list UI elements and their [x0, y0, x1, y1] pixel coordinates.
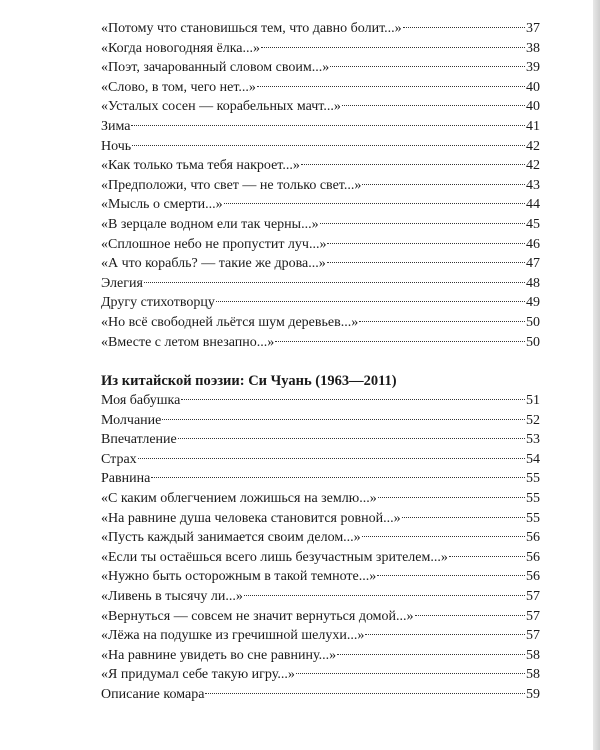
toc-entry[interactable]	[101, 509, 540, 529]
entry-page-number: 56	[526, 530, 540, 546]
toc-section	[101, 371, 540, 705]
toc-entry[interactable]	[101, 391, 540, 411]
page-edge	[593, 0, 600, 750]
entry-title: Страх	[101, 451, 137, 467]
entry-page-number: 40	[526, 99, 540, 115]
toc-entry[interactable]	[101, 626, 540, 646]
entry-title: «В зерцале водном ели так черны...»	[101, 216, 319, 232]
entry-page-number: 39	[526, 60, 540, 76]
entry-title: Равнина	[101, 471, 151, 487]
dot-leader	[362, 184, 525, 185]
dot-leader	[257, 86, 525, 87]
dot-leader	[359, 321, 525, 322]
entry-title: «Поэт, зачарованный словом своим...»	[101, 60, 330, 76]
entry-title: Описание комара	[101, 687, 205, 702]
entry-title: «Сплошное небо не пропустит луч...»	[101, 236, 327, 252]
dot-leader	[327, 243, 525, 244]
section-heading: Из китайской поэзии: Си Чуань (1963—2011)	[101, 373, 397, 390]
entry-title: Ночь	[101, 138, 132, 154]
toc-entry[interactable]	[101, 235, 540, 255]
entry-page-number: 56	[526, 569, 540, 585]
entry-title: «На равнине увидеть во сне равнину...»	[101, 647, 337, 663]
entry-title: Впечатление	[101, 432, 177, 448]
dot-leader	[144, 282, 525, 283]
dot-leader	[205, 693, 525, 694]
entry-page-number: 38	[526, 40, 540, 56]
entry-title: «Потому что становишься тем, что давно болит...»	[101, 21, 402, 36]
entry-title: «Слово, в том, чего нет...»	[101, 79, 256, 95]
table-of-contents	[101, 19, 540, 705]
toc-entry[interactable]	[101, 685, 540, 705]
dot-leader	[275, 341, 525, 342]
toc-entry[interactable]	[101, 195, 540, 215]
toc-entry[interactable]	[101, 607, 540, 627]
dot-leader	[162, 419, 525, 420]
toc-entry[interactable]	[101, 254, 540, 274]
dot-leader	[296, 673, 525, 674]
dot-leader	[362, 536, 525, 537]
entry-page-number: 57	[526, 608, 540, 624]
dot-leader	[415, 615, 525, 616]
entry-page-number: 43	[526, 177, 540, 193]
toc-entry[interactable]	[101, 665, 540, 685]
dot-leader	[342, 105, 525, 106]
entry-title: «Усталых сосен — корабельных мачт...»	[101, 99, 341, 115]
entry-title: Моя бабушка	[101, 393, 181, 409]
entry-title: «На равнине душа человека становится ровной...»	[101, 510, 401, 526]
toc-entry[interactable]	[101, 469, 540, 489]
toc-entry[interactable]	[101, 39, 540, 59]
entry-page-number: 58	[526, 667, 540, 683]
dot-leader	[337, 654, 525, 655]
dot-leader	[216, 301, 525, 302]
entry-page-number: 50	[526, 334, 540, 350]
entry-title: «Мысль о смерти...»	[101, 197, 223, 213]
entry-title: Зима	[101, 118, 131, 134]
toc-entry[interactable]	[101, 450, 540, 470]
entry-page-number: 46	[526, 236, 540, 252]
entry-title: «Нужно быть осторожным в такой темноте...»	[101, 569, 377, 585]
dot-leader	[377, 575, 525, 576]
toc-entry[interactable]	[101, 176, 540, 196]
entry-title: «Ливень в тысячу ли...»	[101, 589, 243, 605]
entry-title: «Предположи, что свет — не только свет...»	[101, 177, 362, 193]
toc-section	[101, 19, 540, 352]
entry-page-number: 52	[526, 412, 540, 428]
entry-title: «Лёжа на подушке из гречишной шелухи...»	[101, 628, 365, 644]
toc-entry[interactable]	[101, 411, 540, 431]
entry-page-number: 55	[526, 491, 540, 507]
toc-entry[interactable]	[101, 19, 540, 39]
toc-entry[interactable]	[101, 274, 540, 294]
entry-page-number: 57	[526, 628, 540, 644]
dot-leader	[131, 125, 525, 126]
entry-title: «А что корабль? — такие же дрова...»	[101, 256, 326, 272]
entry-title: «Я придумал себе такую игру...»	[101, 667, 295, 683]
toc-entry[interactable]	[101, 587, 540, 607]
entry-page-number: 41	[526, 118, 540, 134]
entry-page-number: 55	[526, 510, 540, 526]
dot-leader	[261, 47, 525, 48]
entry-page-number: 47	[526, 256, 540, 272]
entry-page-number: 45	[526, 216, 540, 232]
entry-title: Другу стихотворцу	[101, 295, 215, 311]
toc-entry[interactable]	[101, 215, 540, 235]
entry-title: Элегия	[101, 275, 143, 291]
toc-entry[interactable]	[101, 333, 540, 353]
dot-leader	[151, 477, 525, 478]
toc-entry[interactable]	[101, 430, 540, 450]
entry-page-number: 53	[526, 432, 540, 448]
dot-leader	[301, 164, 525, 165]
toc-entry[interactable]	[101, 646, 540, 666]
dot-leader	[403, 27, 525, 28]
dot-leader	[224, 203, 525, 204]
toc-entry[interactable]	[101, 137, 540, 157]
entry-title: «Вместе с летом внезапно...»	[101, 334, 275, 350]
dot-leader	[378, 497, 525, 498]
entry-title: «С каким облегчением ложишься на землю...»	[101, 491, 377, 507]
toc-entry[interactable]	[101, 97, 540, 117]
dot-leader	[330, 66, 525, 67]
dot-leader	[320, 223, 525, 224]
entry-title: «Но всё свободней льётся шум деревьев...»	[101, 314, 359, 330]
entry-page-number: 58	[526, 647, 540, 663]
toc-entry[interactable]	[101, 489, 540, 509]
entry-page-number: 56	[526, 549, 540, 565]
entry-page-number: 57	[526, 589, 540, 605]
toc-entry[interactable]	[101, 156, 540, 176]
entry-page-number: 40	[526, 79, 540, 95]
toc-entry[interactable]	[101, 117, 540, 137]
dot-leader	[138, 458, 525, 459]
entry-page-number: 37	[526, 21, 540, 36]
entry-page-number: 51	[526, 393, 540, 409]
entry-page-number: 54	[526, 451, 540, 467]
toc-entry[interactable]	[101, 528, 540, 548]
toc-entry[interactable]	[101, 78, 540, 98]
dot-leader	[244, 595, 525, 596]
entry-title: «Пусть каждый занимается своим делом...»	[101, 530, 361, 546]
toc-entry[interactable]	[101, 548, 540, 568]
toc-entry[interactable]	[101, 58, 540, 78]
entry-page-number: 44	[526, 197, 540, 213]
entry-page-number: 59	[526, 687, 540, 702]
entry-title: «Вернуться — совсем не значит вернуться домой...»	[101, 608, 414, 624]
dot-leader	[365, 634, 525, 635]
toc-entry[interactable]	[101, 567, 540, 587]
entry-title: «Когда новогодняя ёлка...»	[101, 40, 261, 56]
dot-leader	[132, 145, 525, 146]
dot-leader	[402, 517, 525, 518]
entry-page-number: 42	[526, 138, 540, 154]
entry-title: «Как только тьма тебя накроет...»	[101, 158, 300, 174]
dot-leader	[449, 556, 525, 557]
entry-page-number: 48	[526, 275, 540, 291]
toc-entry[interactable]	[101, 313, 540, 333]
toc-entry[interactable]	[101, 293, 540, 313]
entry-page-number: 42	[526, 158, 540, 174]
entry-page-number: 50	[526, 314, 540, 330]
entry-title: Молчание	[101, 412, 162, 428]
entry-page-number: 49	[526, 295, 540, 311]
entry-title: «Если ты остаёшься всего лишь безучастным зрителем...»	[101, 549, 448, 565]
dot-leader	[327, 262, 525, 263]
dot-leader	[178, 438, 525, 439]
dot-leader	[181, 399, 525, 400]
entry-page-number: 55	[526, 471, 540, 487]
